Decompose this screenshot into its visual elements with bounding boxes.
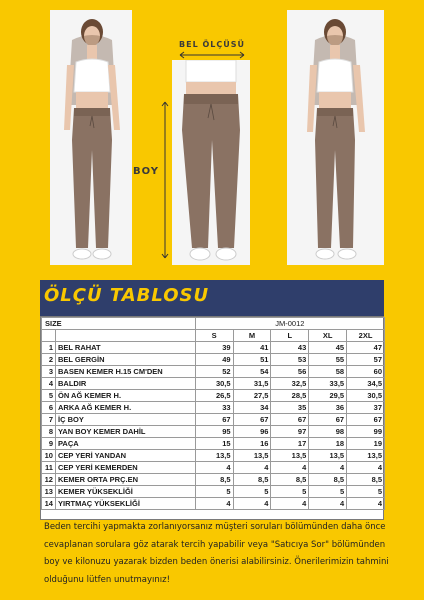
measurement-value: 67 — [309, 414, 347, 426]
measurement-value: 34 — [233, 402, 271, 414]
measurement-value: 56 — [271, 366, 309, 378]
row-number: 6 — [42, 402, 56, 414]
measurement-value: 8,5 — [195, 474, 233, 486]
measurement-value: 4 — [347, 498, 385, 510]
measurement-value: 19 — [347, 438, 385, 450]
measurement-value: 35 — [271, 402, 309, 414]
table-row — [42, 402, 385, 414]
table-row — [42, 354, 385, 366]
measurement-value: 67 — [233, 414, 271, 426]
measurement-value: 4 — [309, 462, 347, 474]
measurement-value: 95 — [195, 426, 233, 438]
measurement-value: 8,5 — [271, 474, 309, 486]
note-line: olduğunu lütfen unutmayınız! — [44, 574, 170, 585]
measurement-value: 29,5 — [309, 390, 347, 402]
measurement-value: 27,5 — [233, 390, 271, 402]
measurement-value: 5 — [347, 486, 385, 498]
measurement-value: 4 — [195, 498, 233, 510]
measurement-value: 8,5 — [309, 474, 347, 486]
measurement-label: PAÇA — [55, 438, 195, 450]
measurement-value: 13,5 — [271, 450, 309, 462]
row-number: 1 — [42, 342, 56, 354]
table-row — [42, 414, 385, 426]
size-2xl: 2XL — [347, 330, 385, 342]
measurement-value: 8,5 — [233, 474, 271, 486]
measurement-value: 67 — [347, 414, 385, 426]
table-row — [42, 366, 385, 378]
measurement-value: 30,5 — [347, 390, 385, 402]
size-names-row — [42, 330, 385, 342]
measurement-value: 96 — [233, 426, 271, 438]
measurement-value: 98 — [309, 426, 347, 438]
measurement-value: 41 — [233, 342, 271, 354]
measurement-label: BEL GERGİN — [55, 354, 195, 366]
measurement-value: 5 — [309, 486, 347, 498]
measurement-label: YIRTMAÇ YÜKSEKLİĞİ — [55, 498, 195, 510]
measurement-value: 45 — [309, 342, 347, 354]
measurement-value: 55 — [309, 354, 347, 366]
note-line: boy ve kilonuzu yazarak bizden beden önerisi alabilirsiniz. Önerilerimizin tahmini — [44, 557, 389, 567]
measurement-value: 67 — [195, 414, 233, 426]
measurement-value: 33 — [195, 402, 233, 414]
measurement-value: 34,5 — [347, 378, 385, 390]
measurement-label: ÖN AĞ KEMER H. — [55, 390, 195, 402]
measurement-label: İÇ BOY — [55, 414, 195, 426]
measurement-label: BEL RAHAT — [55, 342, 195, 354]
row-number: 4 — [42, 378, 56, 390]
measurement-value: 5 — [233, 486, 271, 498]
measurement-value: 60 — [347, 366, 385, 378]
measurement-value: 4 — [233, 498, 271, 510]
size-l: L — [271, 330, 309, 342]
measurement-value: 4 — [309, 498, 347, 510]
length-measure-arrow-icon — [160, 100, 170, 260]
row-number: 5 — [42, 390, 56, 402]
measurement-label: YAN BOY KEMER DAHİL — [55, 426, 195, 438]
size-advice-note — [44, 519, 394, 589]
measurement-value: 37 — [347, 402, 385, 414]
size-chart-table — [40, 316, 384, 520]
size-s: S — [195, 330, 233, 342]
measurement-value: 99 — [347, 426, 385, 438]
measurement-value: 5 — [271, 486, 309, 498]
row-number: 8 — [42, 426, 56, 438]
table-row — [42, 474, 385, 486]
measurement-label: BALDIR — [55, 378, 195, 390]
measurement-value: 15 — [195, 438, 233, 450]
measurement-value: 31,5 — [233, 378, 271, 390]
size-header-label: SIZE — [42, 318, 196, 330]
pants-closeup-photo — [172, 60, 250, 265]
measurement-value: 39 — [195, 342, 233, 354]
model-photo-front — [50, 10, 132, 265]
table-row — [42, 426, 385, 438]
measurement-value: 8,5 — [347, 474, 385, 486]
size-header-row — [42, 318, 385, 330]
row-number: 12 — [42, 474, 56, 486]
measurement-label: BASEN KEMER H.15 CM'DEN — [55, 366, 195, 378]
measurement-value: 47 — [347, 342, 385, 354]
size-m: M — [233, 330, 271, 342]
measurement-value: 97 — [271, 426, 309, 438]
table-row — [42, 378, 385, 390]
measurement-value: 33,5 — [309, 378, 347, 390]
model-photo-side — [287, 10, 384, 265]
table-row — [42, 438, 385, 450]
table-row — [42, 390, 385, 402]
row-number: 3 — [42, 366, 56, 378]
measurement-value: 13,5 — [347, 450, 385, 462]
table-row — [42, 450, 385, 462]
table-row — [42, 342, 385, 354]
waist-measure-arrow-icon — [178, 51, 246, 59]
measurement-value: 67 — [271, 414, 309, 426]
measurement-value: 13,5 — [233, 450, 271, 462]
measurement-value: 53 — [271, 354, 309, 366]
measurement-value: 54 — [233, 366, 271, 378]
note-line: Beden tercihi yapmakta zorlanıyorsanız müşteri soruları bölümünden daha önce — [44, 522, 386, 532]
measurement-value: 26,5 — [195, 390, 233, 402]
measurement-value: 13,5 — [309, 450, 347, 462]
measurement-label: KEMER YÜKSEKLİĞİ — [55, 486, 195, 498]
measurement-value: 52 — [195, 366, 233, 378]
row-number: 7 — [42, 414, 56, 426]
note-line: cevaplanan sorulara göz atarak tercih yapabilir veya "Satıcıya Sor" bölümünden — [44, 539, 386, 550]
measurement-label: CEP YERİ YANDAN — [55, 450, 195, 462]
row-number: 13 — [42, 486, 56, 498]
measurement-value: 4 — [271, 462, 309, 474]
measurement-value: 18 — [309, 438, 347, 450]
measurement-label: ARKA AĞ KEMER H. — [55, 402, 195, 414]
waist-measure-label: BEL ÖLÇÜSÜ — [179, 40, 245, 49]
measurement-value: 32,5 — [271, 378, 309, 390]
measurement-value: 4 — [195, 462, 233, 474]
measurement-value: 13,5 — [195, 450, 233, 462]
measurement-value: 4 — [347, 462, 385, 474]
row-number: 9 — [42, 438, 56, 450]
measurement-value: 57 — [347, 354, 385, 366]
measurement-value: 36 — [309, 402, 347, 414]
size-chart-title: ÖLÇÜ TABLOSU — [44, 285, 210, 306]
table-row — [42, 462, 385, 474]
measurement-label: CEP YERİ KEMERDEN — [55, 462, 195, 474]
measurement-value: 51 — [233, 354, 271, 366]
measurement-value: 28,5 — [271, 390, 309, 402]
row-number: 14 — [42, 498, 56, 510]
measurement-value: 4 — [271, 498, 309, 510]
measurement-value: 16 — [233, 438, 271, 450]
measurement-value: 17 — [271, 438, 309, 450]
model-code: JM-0012 — [195, 318, 384, 330]
measurement-value: 58 — [309, 366, 347, 378]
row-number: 2 — [42, 354, 56, 366]
measurement-value: 49 — [195, 354, 233, 366]
row-number: 10 — [42, 450, 56, 462]
table-row — [42, 486, 385, 498]
measurement-value: 43 — [271, 342, 309, 354]
table-row — [42, 498, 385, 510]
measurement-value: 4 — [233, 462, 271, 474]
row-number: 11 — [42, 462, 56, 474]
measurement-value: 5 — [195, 486, 233, 498]
length-measure-label: BOY — [133, 166, 160, 177]
measurement-value: 30,5 — [195, 378, 233, 390]
size-xl: XL — [309, 330, 347, 342]
measurement-label: KEMER ORTA PRÇ.EN — [55, 474, 195, 486]
